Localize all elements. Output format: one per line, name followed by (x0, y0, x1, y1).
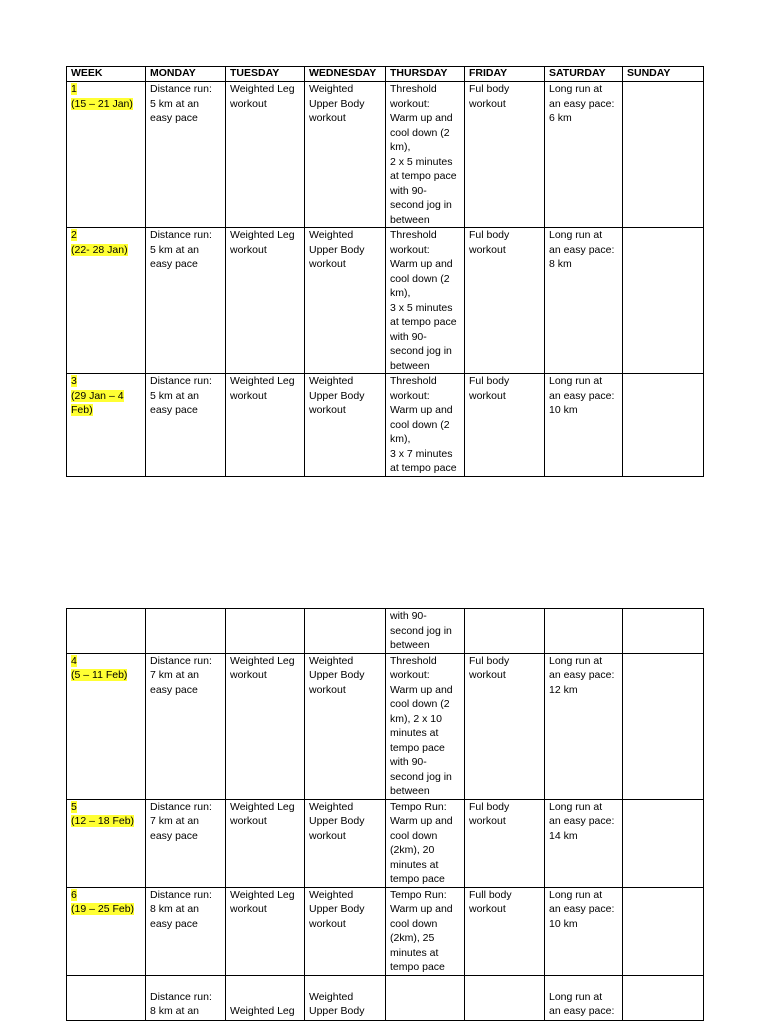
week-cell (67, 609, 146, 654)
tuesday-cell: Weighted Leg workout (226, 887, 305, 975)
header-friday: FRIDAY (465, 67, 545, 82)
monday-cell (146, 609, 226, 654)
week-dates: (5 – 11 Feb) (71, 669, 128, 681)
friday-cell: Ful body workout (465, 799, 545, 887)
saturday-cell (545, 609, 623, 654)
saturday-cell: Long run at an easy pace: 6 km (545, 82, 623, 228)
header-week: WEEK (67, 67, 146, 82)
week-cell (67, 82, 146, 228)
table-row (67, 374, 704, 477)
table-row (67, 82, 704, 228)
monday-cell: Distance run: 5 km at an easy pace (146, 82, 226, 228)
week-dates: Feb) (71, 404, 93, 416)
header-monday: MONDAY (146, 67, 226, 82)
sunday-cell (623, 975, 704, 1020)
friday-cell: Ful body workout (465, 653, 545, 799)
wednesday-cell (305, 609, 386, 654)
tuesday-cell (226, 609, 305, 654)
saturday-cell: Long run at an easy pace: 10 km (545, 887, 623, 975)
header-sunday: SUNDAY (623, 67, 704, 82)
week-number: 6 (71, 888, 77, 901)
week-cell (67, 975, 146, 1020)
week-number: 3 (71, 375, 77, 387)
monday-cell: Distance run: 5 km at an easy pace (146, 374, 226, 477)
sunday-cell (623, 887, 704, 975)
wednesday-cell: Weighted Upper Body workout (305, 374, 386, 477)
thursday-cell: Threshold workout: Warm up and cool down (2 km), 2 x 10 minutes at tempo pace with 90- second jog in between (386, 653, 465, 799)
saturday-cell: Long run at an easy pace: 8 km (545, 228, 623, 374)
thursday-cell: Tempo Run: Warm up and cool down (2km), 25 minutes at tempo pace (386, 887, 465, 975)
sunday-cell (623, 374, 704, 477)
week-cell (67, 374, 146, 477)
tuesday-cell: Weighted Leg workout (226, 799, 305, 887)
saturday-cell: Long run at an easy pace: (545, 975, 623, 1020)
wednesday-cell: Weighted Upper Body workout (305, 228, 386, 374)
thursday-cell (386, 975, 465, 1020)
thursday-cell: Tempo Run: Warm up and cool down (2km), 20 minutes at tempo pace (386, 799, 465, 887)
week-cell (67, 799, 146, 887)
week-dates: (15 – 21 Jan) (71, 97, 133, 110)
sunday-cell (623, 799, 704, 887)
friday-cell (465, 609, 545, 654)
wednesday-cell: Weighted Upper Body workout (305, 887, 386, 975)
table-row (67, 609, 704, 654)
sunday-cell (623, 609, 704, 654)
saturday-cell: Long run at an easy pace: 12 km (545, 653, 623, 799)
week-cell (67, 653, 146, 799)
saturday-cell: Long run at an easy pace: 10 km (545, 374, 623, 477)
sunday-cell (623, 228, 704, 374)
week-number: 2 (71, 229, 77, 241)
training-schedule-table-page-2 (66, 608, 704, 1021)
week-cell (67, 228, 146, 374)
header-thursday: THURSDAY (386, 67, 465, 82)
friday-cell: Ful body workout (465, 82, 545, 228)
thursday-cell: Threshold workout: Warm up and cool down (2 km), 2 x 5 minutes at tempo pace with 90- second jog in between (386, 82, 465, 228)
friday-cell: Ful body workout (465, 374, 545, 477)
thursday-cell: Threshold workout: Warm up and cool down (2 km), 3 x 7 minutes at tempo pace (386, 374, 465, 477)
table-row (67, 887, 704, 975)
week-number: 1 (71, 83, 77, 95)
tuesday-cell: Weighted Leg workout (226, 228, 305, 374)
thursday-cell: Threshold workout: Warm up and cool down (2 km), 3 x 5 minutes at tempo pace with 90- second jog in between (386, 228, 465, 374)
header-tuesday: TUESDAY (226, 67, 305, 82)
thursday-cell: with 90- second jog in between (386, 609, 465, 654)
monday-cell: Distance run: 7 km at an easy pace (146, 799, 226, 887)
week-dates: (29 Jan – 4 (71, 389, 124, 402)
sunday-cell (623, 653, 704, 799)
header-row (67, 67, 704, 82)
training-schedule-table-page-1 (66, 66, 704, 477)
week-dates: (12 – 18 Feb) (71, 815, 135, 827)
tuesday-cell: Weighted Leg (226, 975, 305, 1020)
friday-cell: Ful body workout (465, 228, 545, 374)
week-number: 4 (71, 654, 77, 667)
tuesday-cell: Weighted Leg workout (226, 374, 305, 477)
wednesday-cell: Weighted Upper Body workout (305, 799, 386, 887)
week-dates: (22- 28 Jan) (71, 243, 128, 256)
monday-cell: Distance run: 5 km at an easy pace (146, 228, 226, 374)
table-row (67, 228, 704, 374)
tuesday-cell: Weighted Leg workout (226, 82, 305, 228)
saturday-cell: Long run at an easy pace: 14 km (545, 799, 623, 887)
week-cell (67, 887, 146, 975)
monday-cell: Distance run: 8 km at an (146, 975, 226, 1020)
table-row (67, 653, 704, 799)
wednesday-cell: Weighted Upper Body workout (305, 82, 386, 228)
header-saturday: SATURDAY (545, 67, 623, 82)
friday-cell (465, 975, 545, 1020)
week-number: 5 (71, 800, 77, 813)
week-dates: (19 – 25 Feb) (71, 903, 135, 915)
table-row (67, 799, 704, 887)
monday-cell: Distance run: 7 km at an easy pace (146, 653, 226, 799)
table-row (67, 975, 704, 1020)
monday-cell: Distance run: 8 km at an easy pace (146, 887, 226, 975)
header-wednesday: WEDNESDAY (305, 67, 386, 82)
sunday-cell (623, 82, 704, 228)
tuesday-cell: Weighted Leg workout (226, 653, 305, 799)
wednesday-cell: Weighted Upper Body (305, 975, 386, 1020)
friday-cell: Full body workout (465, 887, 545, 975)
wednesday-cell: Weighted Upper Body workout (305, 653, 386, 799)
